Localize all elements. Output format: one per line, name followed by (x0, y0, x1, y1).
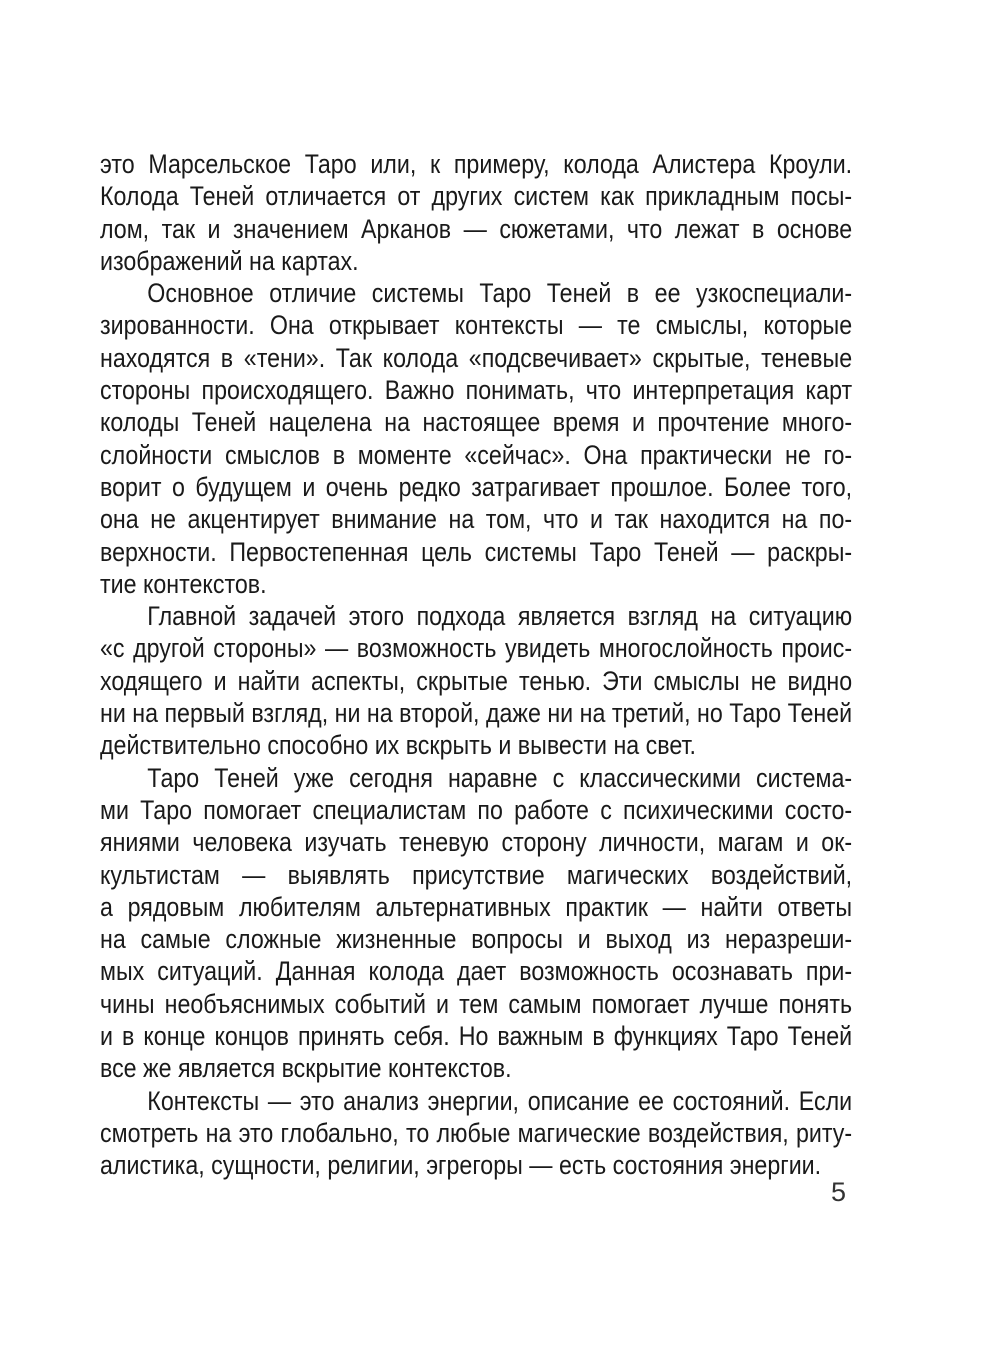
text-line: Контексты — это анализ энергии, описание ее состояний. Если (147, 1085, 853, 1116)
paragraph (100, 762, 852, 1085)
text-line: ни на первый взгляд, ни на второй, даже ни на третий, но Таро Теней (100, 698, 853, 729)
text-line: ми Таро помогает специалистам по работе с психическими состо- (100, 794, 853, 825)
text-line: смотреть на это глобально, то любые магические воздействия, риту- (100, 1117, 853, 1148)
text-line: находятся в «тени». Так колода «подсвечивает» скрытые, теневые (100, 342, 853, 373)
paragraph (100, 277, 852, 600)
text-line: «с другой стороны» — возможность увидеть многослойность проис- (100, 633, 853, 664)
text-line: культистам — выявлять присутствие магических воздействий, (100, 859, 853, 890)
text-line: ходящего и найти аспекты, скрытые тенью. Эти смыслы не видно (100, 665, 853, 696)
text-line: а рядовым любителям альтернативных практик — найти ответы (100, 891, 853, 922)
text-line: верхности. Первостепенная цель системы Таро Теней — раскры- (100, 536, 853, 567)
text-line: Таро Теней уже сегодня наравне с классическими система- (147, 762, 853, 793)
text-line: изображений на картах. (100, 245, 359, 276)
text-line: ворит о будущем и очень редко затрагивает прошлое. Более того, (100, 471, 853, 502)
text-line: на самые сложные жизненные вопросы и выход из неразреши- (100, 924, 853, 955)
paragraph (100, 600, 852, 761)
text-line: и в конце концов принять себя. Но важным в функциях Таро Теней (100, 1021, 853, 1052)
text-line: Колода Теней отличается от других систем как прикладным посы- (100, 181, 853, 212)
text-line: она не акцентирует внимание на том, что и так находится на по- (100, 504, 853, 535)
page-number: 5 (831, 1177, 847, 1207)
text-line: яниями человека изучать теневую сторону личности, магам и ок- (100, 827, 853, 858)
text-line: лом, так и значением Арканов — сюжетами, что лежат в основе (100, 213, 853, 244)
text-line: Основное отличие системы Таро Теней в ее узкоспециали- (147, 278, 853, 309)
text-line: слойности смыслов в моменте «сейчас». Она практически не го- (100, 439, 853, 470)
body-text (100, 148, 852, 1182)
text-line: стороны происходящего. Важно понимать, что интерпретация карт (100, 375, 853, 406)
text-line: мых ситуаций. Данная колода дает возможность осознавать при- (100, 956, 853, 987)
text-line: колоды Теней нацелена на настоящее время и прочтение много- (100, 407, 853, 438)
text-line: зированности. Она открывает контексты — те смыслы, которые (100, 310, 853, 341)
text-line: Главной задачей этого подхода является взгляд на ситуацию (147, 601, 853, 632)
paragraph (100, 148, 852, 277)
text-line: чины необъяснимых событий и тем самым помогает лучше понять (100, 988, 853, 1019)
text-line: это Марсельское Таро или, к примеру, колода Алистера Кроули. (100, 149, 853, 179)
paragraph (100, 1085, 852, 1182)
text-line: все же является вскрытие контекстов. (100, 1053, 512, 1084)
text-line: алистика, сущности, религии, эгрегоры — есть состояния энергии. (100, 1150, 822, 1181)
text-line: тие контекстов. (100, 568, 267, 599)
text-line: действительно способно их вскрыть и вывести на свет. (100, 730, 697, 761)
